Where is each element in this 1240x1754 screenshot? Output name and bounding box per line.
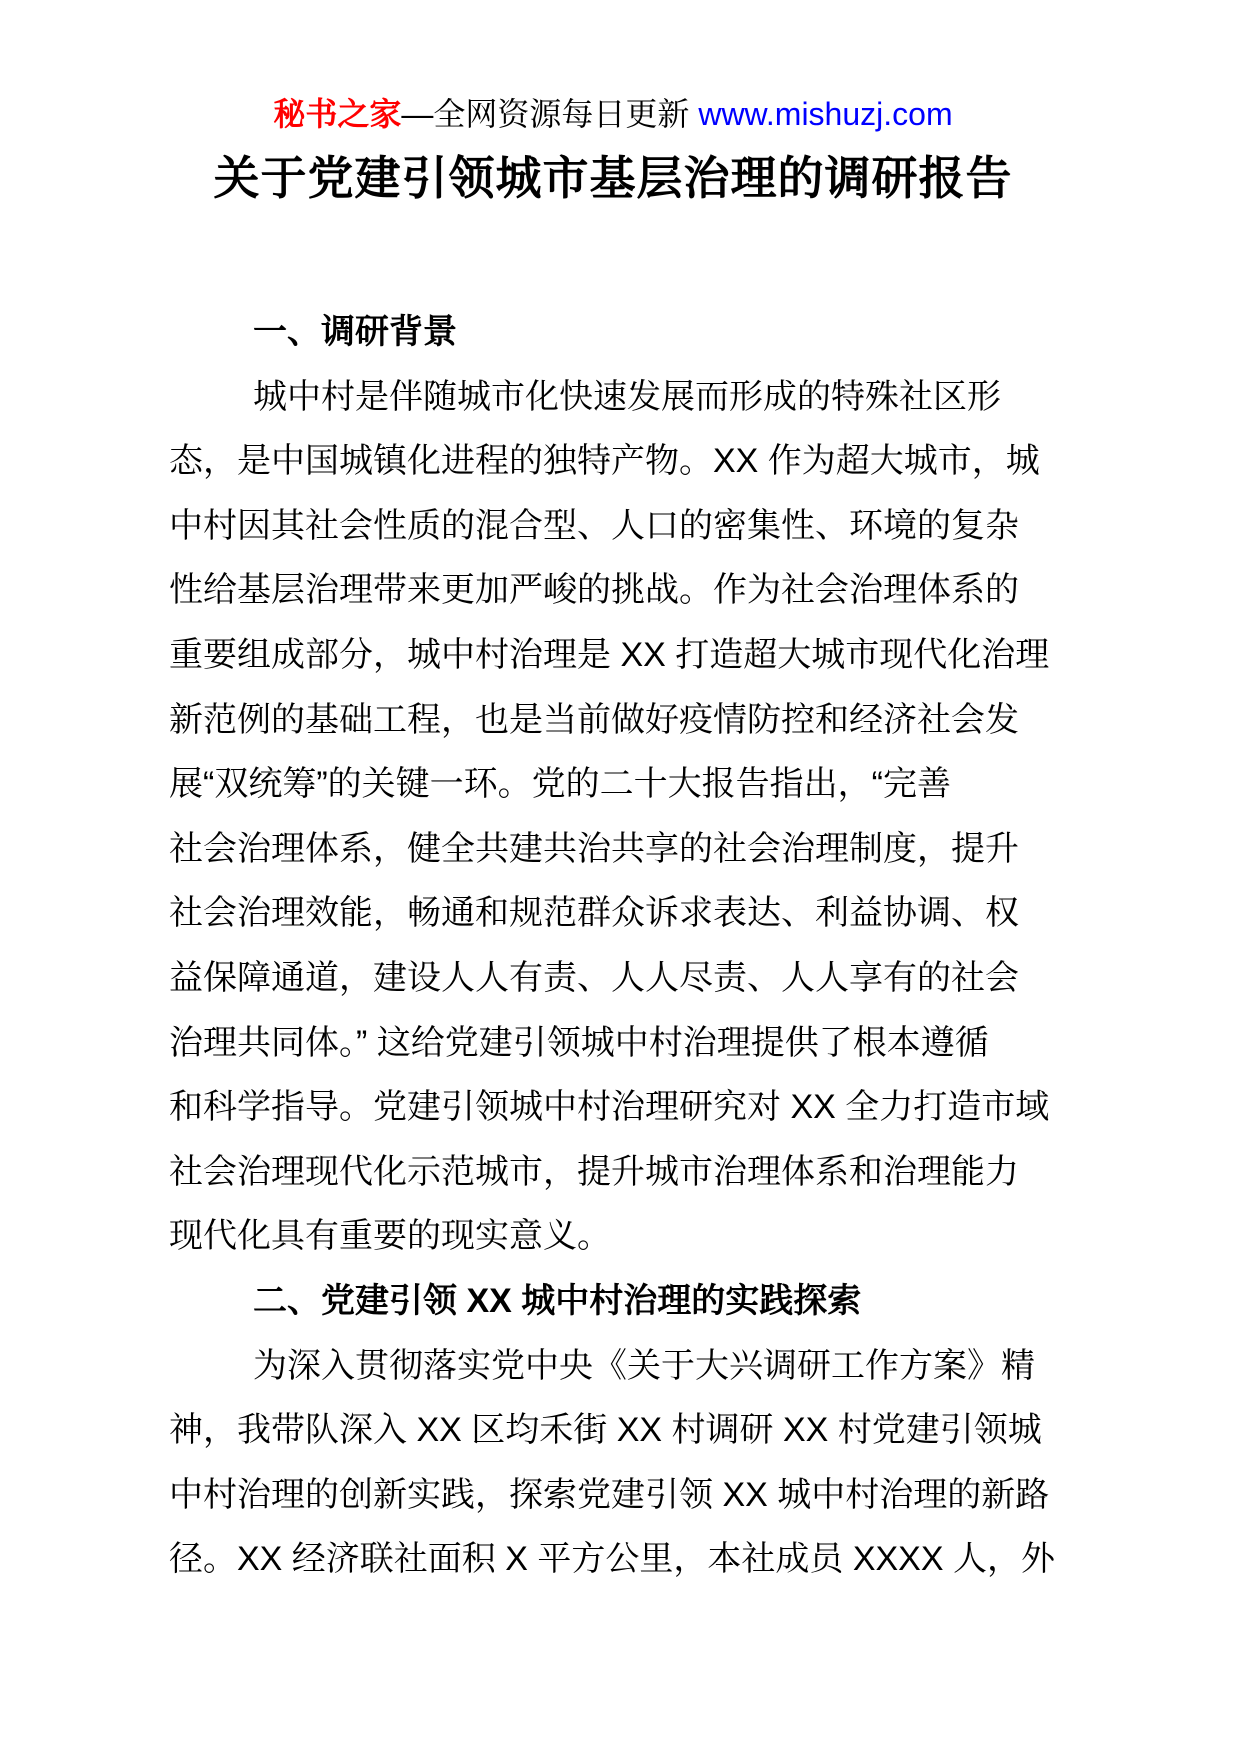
- paragraph-line: 现代化具有重要的现实意义。: [169, 1217, 611, 1256]
- paragraph-line: 为深入贯彻落实党中央《关于大兴调研工作方案》精: [253, 1346, 1035, 1385]
- paragraph-line: 径。XX 经济联社面积 X 平方公里，本社成员 XXXX 人，外: [169, 1540, 1055, 1579]
- paragraph-line: 中村治理的创新实践，探索党建引领 XX 城中村治理的新路: [169, 1475, 1050, 1514]
- paragraph-line: 态，是中国城镇化进程的独特产物。XX 作为超大城市，城: [169, 442, 1040, 481]
- paragraph-line: 治理共同体。” 这给党建引领城中村治理提供了根本遵循: [169, 1023, 989, 1062]
- document-title: 关于党建引领城市基层治理的调研报告: [213, 152, 1013, 204]
- document-body: [169, 300, 1059, 1592]
- paragraph-line: 新范例的基础工程，也是当前做好疫情防控和经济社会发: [169, 700, 1019, 739]
- section-heading-line: 一、调研背景: [253, 313, 457, 351]
- brand-name: 秘书之家: [273, 96, 402, 132]
- paragraph-line: 城中村是伴随城市化快速发展而形成的特殊社区形: [253, 377, 1001, 416]
- paragraph-line: 重要组成部分，城中村治理是 XX 打造超大城市现代化治理: [169, 635, 1050, 674]
- paragraph-line: 和科学指导。党建引领城中村治理研究对 XX 全力打造市域: [169, 1088, 1050, 1127]
- paragraph-line: 社会治理现代化示范城市，提升城市治理体系和治理能力: [169, 1152, 1019, 1191]
- header-url-link[interactable]: www.mishuzj.com: [698, 96, 953, 132]
- paragraph-line: 社会治理效能，畅通和规范群众诉求表达、利益协调、权: [169, 894, 1019, 933]
- paragraph-line: 展“双统筹”的关键一环。党的二十大报告指出，“完善: [169, 765, 951, 804]
- paragraph-line: 中村因其社会性质的混合型、人口的密集性、环境的复杂: [169, 506, 1019, 545]
- paragraph-line: 社会治理体系，健全共建共治共享的社会治理制度，提升: [169, 829, 1019, 868]
- paragraph-line: 神，我带队深入 XX 区均禾街 XX 村调研 XX 村党建引领城: [169, 1411, 1042, 1450]
- paragraph-line: 益保障通道，建设人人有责、人人尽责、人人享有的社会: [169, 958, 1019, 997]
- page-header: [168, 92, 1058, 136]
- paragraph-line: 性给基层治理带来更加严峻的挑战。作为社会治理体系的: [169, 571, 1019, 610]
- header-tagline: —全网资源每日更新: [401, 96, 699, 132]
- section-heading-line: 二、党建引领 XX 城中村治理的实践探索: [253, 1281, 862, 1320]
